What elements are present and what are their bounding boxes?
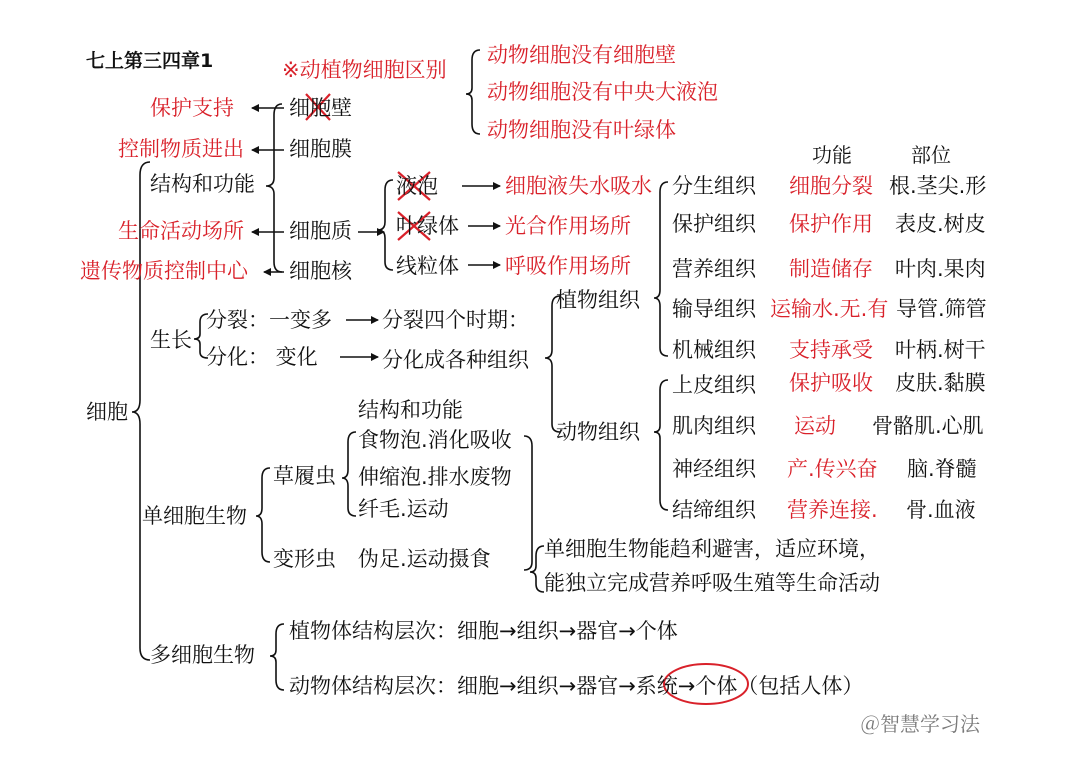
paramecium-item: 纤毛.运动 <box>358 497 449 521</box>
cell-part: 细胞壁 <box>289 96 352 120</box>
tissue-location: 脑.脊髓 <box>907 457 977 481</box>
paramecium-brace <box>342 432 356 516</box>
organelle: 液泡 <box>396 174 438 198</box>
diff-heading: ※动植物细胞区别 <box>282 58 447 82</box>
tissue-name: 上皮组织 <box>672 373 756 397</box>
tissue-location: 骨骼肌.心肌 <box>872 414 984 438</box>
plant-tissue-brace <box>654 182 668 356</box>
tissue-name: 分生组织 <box>672 174 756 198</box>
tissue-location: 根.茎尖.形 <box>889 174 987 198</box>
animal-hierarchy <box>289 676 863 697</box>
cytoplasm-brace <box>378 180 393 270</box>
tissue-location: 导管.筛管 <box>896 297 987 321</box>
tissue-function: 保护作用 <box>789 212 873 236</box>
tissue-function: 制造储存 <box>789 257 873 281</box>
differentiation-result: 分化成各种组织 <box>382 348 529 372</box>
tissue-function: 运输水.无.有 <box>770 297 889 321</box>
tissue-function: 营养连接. <box>787 498 878 522</box>
animal-hierarchy-chain-c: →个体（包括人体） <box>677 674 864 698</box>
tissue-location: 骨.血液 <box>906 498 976 522</box>
unicellular-label: 单细胞生物 <box>142 504 247 528</box>
paramecium-item: 食物泡.消化吸收 <box>358 428 512 452</box>
tissue-function: 支持承受 <box>789 338 873 362</box>
plant-hierarchy-chain: 细胞→组织→器官→个体 <box>457 619 678 643</box>
tissue-name: 神经组织 <box>672 457 756 481</box>
paramecium-label: 草履虫 <box>273 464 336 488</box>
tissue-type-brace <box>545 296 560 432</box>
diff-item: 动物细胞没有中央大液泡 <box>487 80 718 104</box>
unicellular-brace <box>256 468 270 562</box>
multicellular-brace <box>270 624 284 690</box>
growth-label: 生长 <box>150 328 192 352</box>
unicellular-summary: 单细胞生物能趋利避害，适应环境， <box>544 537 880 561</box>
amoeba-item: 伪足.运动摄食 <box>358 547 491 571</box>
column-header-function: 功能 <box>812 143 852 167</box>
column-header-location: 部位 <box>911 143 951 167</box>
organelle: 线粒体 <box>396 254 459 278</box>
cell-part: 细胞核 <box>289 259 352 283</box>
tissue-name: 营养组织 <box>672 257 756 281</box>
unicellular-closing-bracket <box>524 436 532 570</box>
diff-brace <box>466 50 480 134</box>
cell-part: 细胞质 <box>289 219 352 243</box>
tissue-name: 保护组织 <box>672 212 756 236</box>
division-result: 分裂四个时期： <box>382 308 529 332</box>
root-label: 细胞 <box>86 400 128 424</box>
tissue-name: 输导组织 <box>672 297 756 321</box>
tissue-name: 肌肉组织 <box>672 414 756 438</box>
organelle: 叶绿体 <box>396 214 459 238</box>
tissue-location: 叶柄.树干 <box>895 338 986 362</box>
tissue-function: 产.传兴奋 <box>787 457 878 481</box>
animal-hierarchy-prefix: 动物体结构层次： <box>289 674 457 698</box>
structure-brace <box>266 104 282 272</box>
animal-tissue-label: 动物组织 <box>556 420 640 444</box>
page-title: 七上第三四章1 <box>86 50 214 72</box>
plant-hierarchy-prefix: 植物体结构层次： <box>289 619 457 643</box>
function-label: 遗传物质控制中心 <box>80 259 248 283</box>
tissue-function: 保护吸收 <box>789 371 873 395</box>
tissue-location: 表皮.树皮 <box>895 212 986 236</box>
tissue-name: 机械组织 <box>672 338 756 362</box>
plant-hierarchy <box>289 621 678 642</box>
differentiation-label: 分化： 变化 <box>206 345 318 369</box>
organelle-function: 光合作用场所 <box>505 214 631 238</box>
tissue-name: 结缔组织 <box>672 498 756 522</box>
organelle-function: 细胞液失水吸水 <box>505 174 652 198</box>
paramecium-item: 伸缩泡.排水废物 <box>358 465 512 489</box>
organelle-function: 呼吸作用场所 <box>505 254 631 278</box>
tissue-location: 皮肤.黏膜 <box>895 371 986 395</box>
diff-item: 动物细胞没有叶绿体 <box>487 118 676 142</box>
division-label: 分裂：一变多 <box>206 308 332 332</box>
function-label: 保护支持 <box>150 96 234 120</box>
animal-hierarchy-system: 系统 <box>635 674 678 698</box>
function-label: 生命活动场所 <box>118 219 244 243</box>
amoeba-label: 变形虫 <box>273 547 336 571</box>
tissue-function: 运动 <box>794 414 836 438</box>
cell-part: 细胞膜 <box>289 137 352 161</box>
unicellular-sf-label: 结构和功能 <box>358 398 463 422</box>
tissue-function: 细胞分裂 <box>789 174 873 198</box>
unicellular-summary: 能独立完成营养呼吸生殖等生命活动 <box>544 571 880 595</box>
animal-tissue-brace <box>654 380 668 510</box>
tissue-location: 叶肉.果肉 <box>895 257 986 281</box>
diff-item: 动物细胞没有细胞壁 <box>487 43 676 67</box>
animal-hierarchy-chain-a: 细胞→组织→器官→ <box>457 674 636 698</box>
structure-label: 结构和功能 <box>150 172 255 196</box>
multicellular-label: 多细胞生物 <box>150 643 255 667</box>
watermark: ＠智慧学习法 <box>860 712 980 736</box>
function-label: 控制物质进出 <box>118 137 244 161</box>
plant-tissue-label: 植物组织 <box>556 288 640 312</box>
